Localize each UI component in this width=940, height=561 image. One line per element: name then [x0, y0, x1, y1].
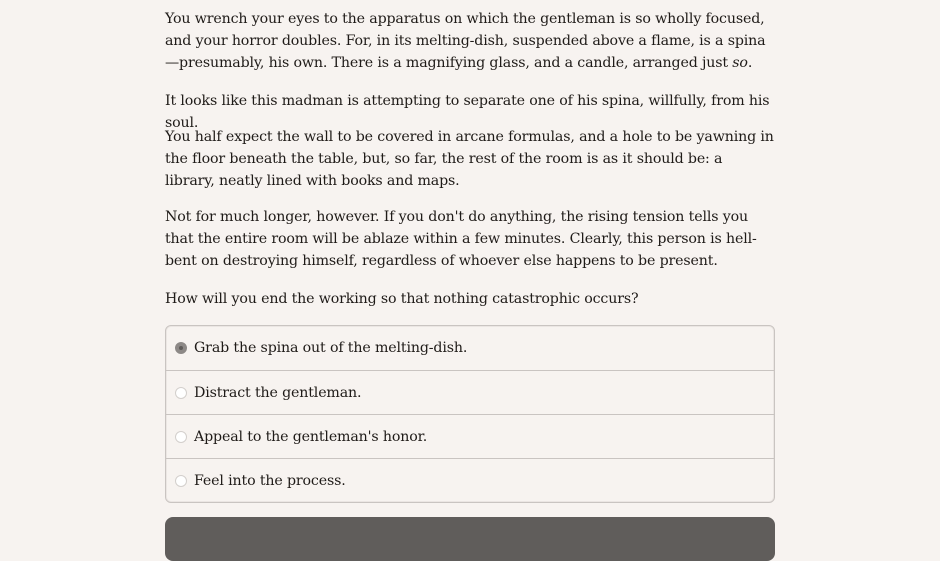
choice-option-appeal[interactable]	[166, 414, 774, 458]
choice-label: Grab the spina out of the melting-dish.	[194, 340, 468, 356]
choice-label: Feel into the process.	[194, 472, 346, 489]
passage-paragraph: Not for much longer, however. If you don't do anything, the rising tension tells you that the entire room will be ablaze within a few minutes. Clearly, this person is hell-bent on destroying himself, regardless of whoever else happens to be present.	[165, 209, 757, 269]
choice-list	[165, 325, 775, 503]
choice-option-grab-spina[interactable]	[166, 326, 774, 370]
emphasis-text: so	[732, 55, 748, 71]
radio-unselected-icon[interactable]	[175, 475, 187, 487]
radio-unselected-icon[interactable]	[175, 387, 187, 399]
radio-unselected-icon[interactable]	[175, 431, 187, 443]
choice-option-feel-process[interactable]	[166, 458, 774, 502]
choice-label: Appeal to the gentleman's honor.	[194, 428, 428, 445]
paragraph-text: You wrench your eyes to the apparatus on which the gentleman is so wholly focused, and your horror doubles. For, in its melting-dish, suspended above a flame, is a spina—presumably, his own. There is a magnifying glass, and a candle, arranged just	[165, 11, 766, 71]
choice-prompt: How will you end the working so that nothing catastrophic occurs?	[165, 291, 639, 307]
choice-option-distract[interactable]	[166, 370, 774, 414]
passage-paragraph	[165, 8, 775, 74]
paragraph-end: .	[747, 55, 753, 71]
passage-paragraph: It looks like this madman is attempting to separate one of his spina, willfully, from his soul.	[165, 93, 770, 131]
choice-label: Distract the gentleman.	[194, 384, 362, 401]
next-button[interactable]	[165, 517, 775, 561]
passage-paragraph: You half expect the wall to be covered in arcane formulas, and a hole to be yawning in the floor beneath the table, but, so far, the rest of the room is as it should be: a library, neatly lined with books and maps.	[165, 129, 774, 189]
radio-selected-icon[interactable]	[175, 342, 187, 354]
